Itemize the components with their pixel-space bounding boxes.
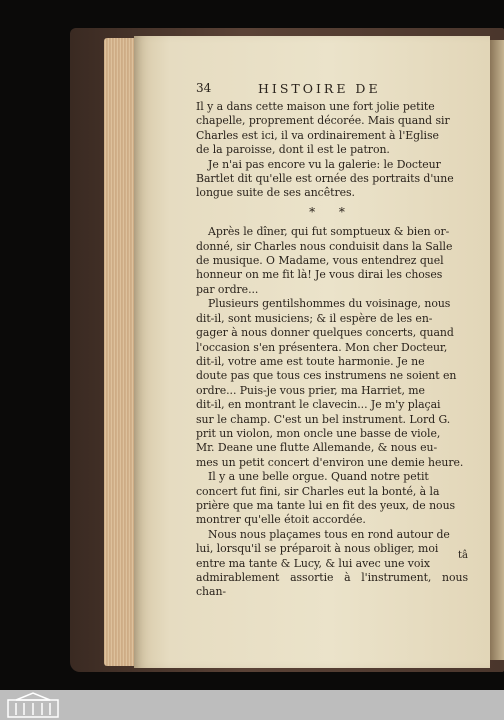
page-number: 34 [196, 81, 212, 95]
running-head [196, 81, 468, 97]
library-building-icon [6, 692, 60, 718]
page-text [196, 100, 468, 600]
section-separator: * * [309, 204, 355, 219]
paragraph: Il y a une belle orgue. Quand notre petit concert fut fini, sir Charles eut la bonté, à la prière que ma tante lui en fit des yeux, de nous montrer qu'elle étoit accordée. [196, 470, 456, 527]
viewer-bottom-bar [0, 690, 504, 720]
paragraph: Je n'ai pas encore vu la galerie: le Docteur Bartlet dit qu'elle est ornée des portraits d'une longue suite de ses ancêtres. [196, 157, 454, 200]
catchword: tâ [458, 550, 468, 561]
paragraph: Il y a dans cette maison une fort jolie petite chapelle, proprement décorée. Mais quand sir Charles est ici, il va ordinairement à l'Eglise de la paroisse, dont il est le patron. [196, 100, 450, 157]
paragraph: Plusieurs gentilshommes du voisinage, nous dit-il, sont musiciens; & il espère de les en- gager à nous donner quelques concerts, quand l'occasion s'en présentera. Mon cher Docteur, dit-il, votre ame est toute harmonie. Je ne doute pas que tous ces instrumens ne soient en ordre... Puis-je vous prier, ma Harriet, me dit-il, en montrant le clavecin... Je m'y plaçai sur le champ. C'est un bel instrument. Lord G. prit un violon, mon oncle une basse de viole, Mr. Deane une flutte Allemande, & nous eu- mes un petit concert d'environ une demie heure. [196, 297, 464, 469]
paragraph: Après le dîner, qui fut somptueux & bien or- donné, sir Charles nous conduisit dans la Salle de musique. O Madame, vous entendrez quel honneur on me fit là! Je vous dirai les choses par ordre... [196, 225, 453, 296]
running-title: HISTOIRE DE [258, 81, 381, 96]
paragraph: Nous nous plaçames tous en rond autour de lui, lorsqu'il se préparoit à nous obliger, moi entre ma tante & Lucy, & lui avec une voix admirablement assortie à l'instrument, nous chan- [196, 527, 468, 599]
facing-page-edge [490, 40, 504, 660]
